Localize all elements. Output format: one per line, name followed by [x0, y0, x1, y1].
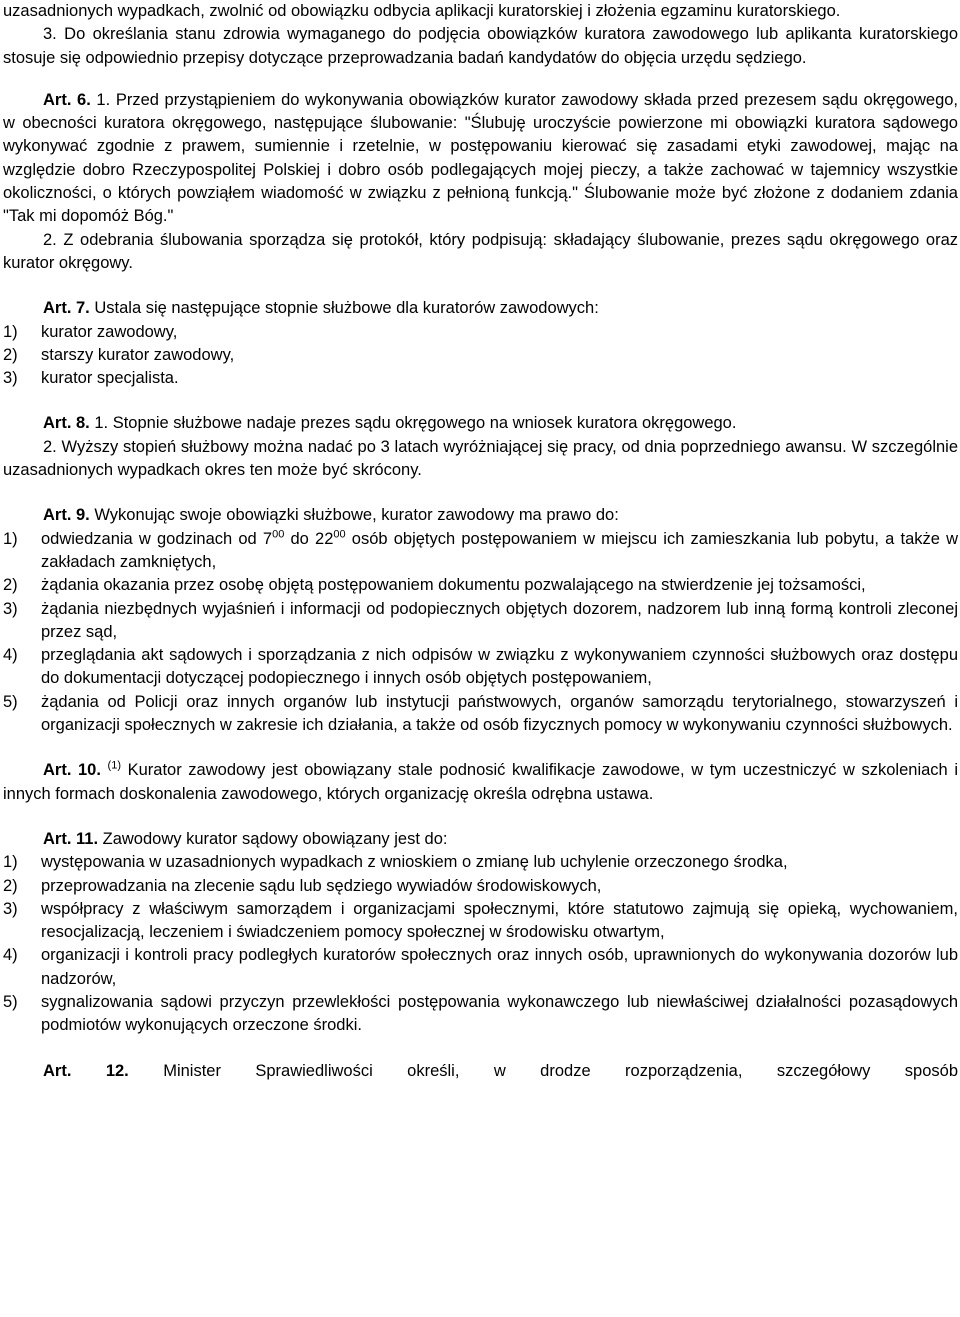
article-intro: Ustala się następujące stopnie służbowe dla kuratorów zawodowych: — [94, 299, 599, 318]
list-item — [3, 691, 958, 738]
paragraph-continuation: uzasadnionych wypadkach, zwolnić od obowiązku odbycia aplikacji kuratorskiej i złożenia egzaminu kuratorskiego. — [3, 2, 841, 20]
document-page — [3, 0, 958, 1083]
list-text: sygnalizowania sądowi przyczyn przewlekłości postępowania wykonawczego lub niewłaściwej działalności pozasądowych podmiotów wykonujących orzeczone środki. — [41, 992, 958, 1035]
ust-number: 1. — [96, 90, 111, 109]
list-text: przeprowadzania na zlecenie sądu lub sędziego wywiadów środowiskowych, — [41, 876, 602, 895]
list-number: 3) — [3, 899, 18, 918]
list-text: kurator zawodowy, — [41, 322, 178, 341]
ust-text: Do określania stanu zdrowia wymaganego do podjęcia obowiązków kuratora zawodowego lub aplikanta kuratorskiego stosuje się odpowiednio przepisy dotyczące przeprowadzania badań kandydatów do objęcia urzędu sędziego. — [3, 25, 958, 67]
list-number: 2) — [3, 345, 18, 364]
list-text: starszy kurator zawodowy, — [41, 345, 235, 364]
ust-number: 2. — [43, 437, 57, 456]
article-label: Art. 9. — [43, 506, 90, 525]
article-10 — [3, 759, 958, 806]
list-item — [3, 598, 958, 645]
ust-number: 1. — [94, 414, 109, 433]
article-label: Art. 8. — [43, 414, 90, 433]
article-label: Art. 6. — [43, 90, 91, 109]
list-number: 4) — [3, 646, 18, 665]
list-item — [3, 991, 958, 1038]
list-item — [3, 944, 958, 991]
article-12 — [3, 1060, 958, 1083]
ust-number: 3. — [43, 25, 57, 44]
article-intro: Wykonując swoje obowiązki służbowe, kurator zawodowy ma prawo do: — [94, 506, 619, 525]
article-6-ust-2 — [3, 229, 958, 276]
list-number: 2) — [3, 876, 18, 895]
list-item — [3, 344, 958, 367]
list-number: 2) — [3, 576, 18, 595]
article-intro: Zawodowy kurator sądowy obowiązany jest do: — [102, 829, 448, 848]
article-6 — [3, 89, 958, 229]
list-text: żądania od Policji oraz innych organów lub instytucji państwowych, organów samorządu terytorialnego, stowarzyszeń i organizacji społecznych w zakresie ich działania, a także od osób fizycznych pomocy w wykonywaniu czynności służbowych. — [41, 692, 958, 735]
list-text-part: odwiedzania w godzinach od 7 — [41, 529, 273, 548]
list-item — [3, 851, 958, 874]
list-number: 1) — [3, 322, 18, 341]
list-text-part: osób objętych postępowaniem w miejscu ich zamieszkania lub pobytu, a także w zakładach zamkniętych, — [41, 529, 959, 571]
list-item — [3, 367, 958, 390]
footnote-marker: (1) — [107, 759, 121, 772]
article-text: Kurator zawodowy jest obowiązany stale podnosić kwalifikacje zawodowe, w tym uczestniczyć w szkoleniach i innych formach doskonalenia zawodowego, których organizację określa odrębna ustawa. — [3, 761, 958, 803]
list-text-part: do 22 — [284, 529, 334, 548]
ust-text: Z odebrania ślubowania sporządza się protokół, który podpisują: składający ślubowanie, prezes sądu okręgowego oraz kurator okręgowy. — [3, 230, 958, 272]
superscript: 00 — [333, 528, 346, 541]
list-item — [3, 321, 958, 344]
ust-text: Wyższy stopień służbowy można nadać po 3 latach wyróżniającej się pracy, od dnia poprzedniego awansu. W szczególnie uzasadnionych wypadkach okres ten może być skrócony. — [3, 437, 959, 480]
list-text: kurator specjalista. — [41, 369, 179, 388]
list-text: żądania okazania przez osobę objętą postępowaniem dokumentu pozwalającego na stwierdzenie jej tożsamości, — [41, 576, 866, 595]
list-number: 4) — [3, 946, 18, 965]
list-text: organizacji i kontroli pracy podległych kuratorów społecznych oraz innych osób, uprawnionych do wykonywania dozorów lub nadzorów, — [41, 946, 958, 988]
ust-number: 2. — [43, 230, 57, 249]
list-text: występowania w uzasadnionych wypadkach z wnioskiem o zmianę lub uchylenie orzeczonego środka, — [41, 853, 788, 872]
article-9 — [3, 504, 958, 527]
article-11 — [3, 828, 958, 851]
list-number: 3) — [3, 599, 18, 618]
list-number: 1) — [3, 853, 18, 872]
article-8 — [3, 412, 958, 435]
ust-text: Stopnie służbowe nadaje prezes sądu okręgowego na wniosek kuratora okręgowego. — [112, 414, 737, 433]
list-number: 5) — [3, 992, 18, 1011]
article-8-ust-2 — [3, 436, 958, 483]
list-text: żądania niezbędnych wyjaśnień i informacji od podopiecznych objętych dozorem, nadzorem lub inną formą kontroli zleconej przez sąd, — [41, 599, 958, 641]
article-label: Art. 12. — [43, 1061, 129, 1080]
superscript: 00 — [272, 528, 285, 541]
article-7 — [3, 297, 958, 320]
article-label: Art. 11. — [43, 829, 99, 848]
article-text: Minister Sprawiedliwości określi, w drodze rozporządzenia, szczegółowy sposób — [163, 1061, 959, 1080]
list-item — [3, 574, 958, 597]
list-text: współpracy z właściwym samorządem i organizacjami społecznymi, które statutowo zajmują się opieką, wychowaniem, resocjalizacją, leczeniem i świadczeniem pomocy społecznej w środowisku otwartym, — [41, 899, 958, 942]
list-text: przeglądania akt sądowych i sporządzania z nich odpisów w związku z wykonywaniem czynności służbowych oraz dostępu do dokumentacji dotyczącej podopiecznego i innych osób objętych postępowaniem, — [41, 646, 958, 688]
list-item — [3, 644, 958, 691]
list-text — [41, 528, 958, 575]
ust-text: Przed przystąpieniem do wykonywania obowiązków kurator zawodowy składa przed prezesem sądu okręgowego, w obecności kuratora okręgowego, następujące ślubowanie: "Ślubuję uroczyście powierzone mi obowiązki kuratora sądowego wykonywać zgodnie z prawem, sumiennie i rzetelnie, w postępowaniu kierować się zasadami etyki zawodowej, mając na względzie dobro Rzeczypospolitej Polskiej i dobro osób podlegających mojej pieczy, a także zachować w tajemnicy wszystkie okoliczności, o których powziąłem wiadomość w związku z pełnioną funkcją." Ślubowanie może być złożone z dodaniem zdania "Tak mi dopomóż Bóg." — [3, 90, 959, 226]
list-number: 5) — [3, 692, 18, 711]
article-label: Art. 7. — [43, 299, 90, 318]
article-label: Art. 10. — [43, 761, 101, 780]
paragraph-ust-3 — [3, 23, 958, 70]
list-item — [3, 528, 958, 575]
list-item — [3, 875, 958, 898]
list-item — [3, 898, 958, 945]
list-number: 3) — [3, 369, 18, 388]
list-number: 1) — [3, 529, 18, 548]
